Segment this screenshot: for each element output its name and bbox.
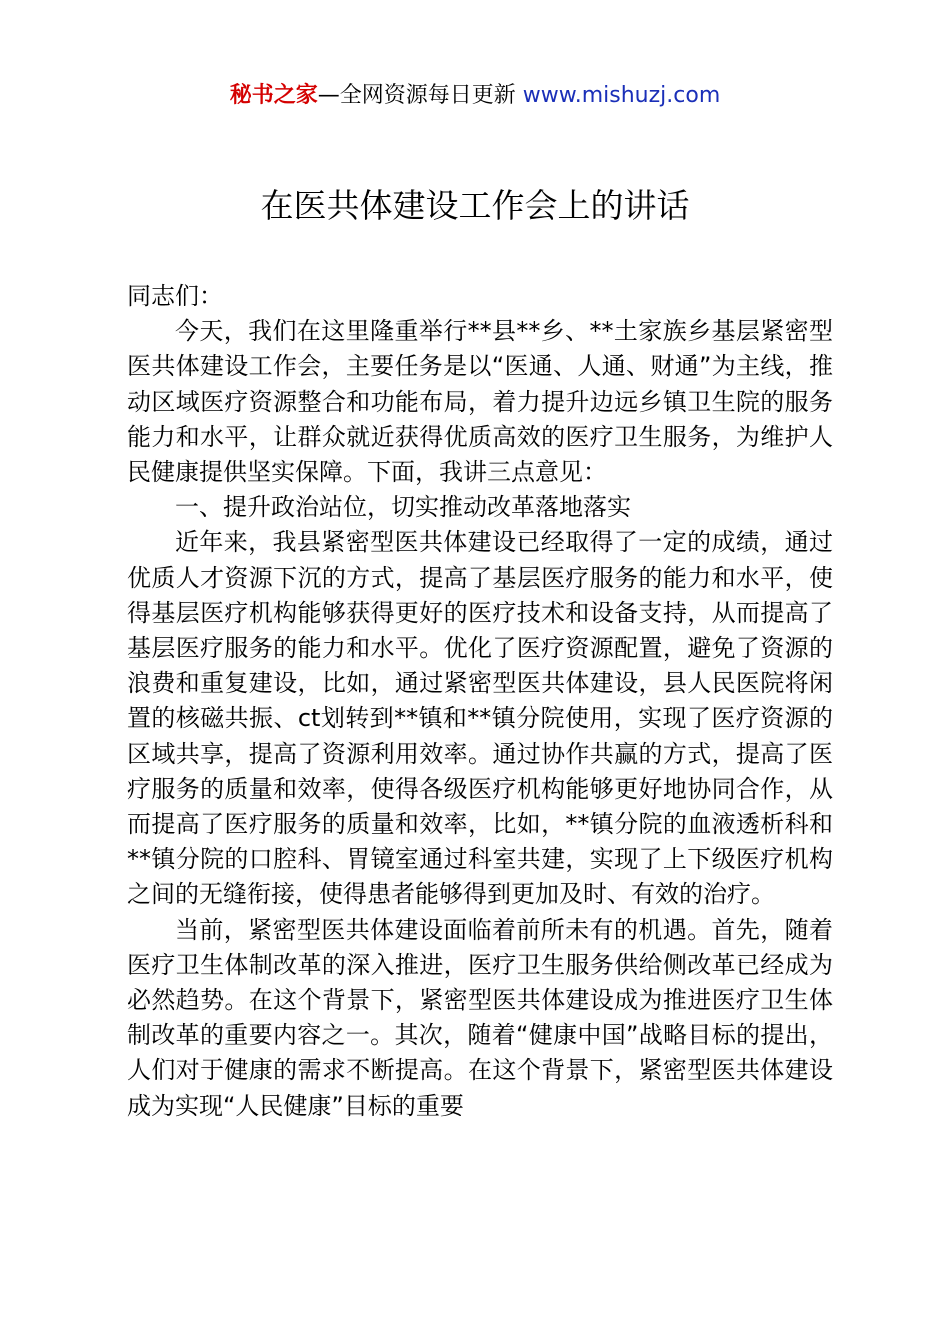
document-body bbox=[127, 279, 833, 1124]
section-heading-1: 一、提升政治站位，切实推动改革落地落实 bbox=[175, 493, 631, 522]
site-url-link[interactable]: www.mishuzj.com bbox=[522, 83, 721, 108]
paragraph-intro: 今天，我们在这里隆重举行**县**乡、**土家族乡基层紧密型医共体建设工作会，主要任务是以“医通、人通、财通”为主线，推动区域医疗资源整合和功能布局，着力提升边远乡镇卫生院的服务能力和水平，让群众就近获得优质高效的医疗卫生服务，为维护人民健康提供坚实保障。下面，我讲三点意见： bbox=[127, 317, 833, 487]
site-brand: 秘书之家 bbox=[229, 83, 318, 108]
paragraph-achievements: 近年来，我县紧密型医共体建设已经取得了一定的成绩，通过优质人才资源下沉的方式，提高了基层医疗服务的能力和水平，使得基层医疗机构能够获得更好的医疗技术和设备支持，从而提高了基层医疗服务的能力和水平。优化了医疗资源配置，避免了资源的浪费和重复建设，比如，通过紧密型医共体建设，县人民医院将闲置的核磁共振、ct划转到**镇和**镇分院使用，实现了医疗资源的区域共享，提高了资源利用效率。通过协作共赢的方式，提高了医疗服务的质量和效率，使得各级医疗机构能够更好地协同合作，从而提高了医疗服务的质量和效率，比如，**镇分院的血液透析科和**镇分院的口腔科、胃镜室通过科室共建，实现了上下级医疗机构之间的无缝衔接，使得患者能够得到更加及时、有效的治疗。 bbox=[127, 528, 833, 909]
salutation: 同志们： bbox=[127, 282, 223, 310]
site-tagline: —全网资源每日更新 bbox=[317, 83, 523, 108]
site-header bbox=[0, 80, 950, 112]
document-title: 在医共体建设工作会上的讲话 bbox=[260, 186, 690, 225]
paragraph-opportunities: 当前，紧密型医共体建设面临着前所未有的机遇。首先，随着医疗卫生体制改革的深入推进，医疗卫生服务供给侧改革已经成为必然趋势。在这个背景下，紧密型医共体建设成为推进医疗卫生体制改革的重要内容之一。其次，随着“健康中国”战略目标的提出，人们对于健康的需求不断提高。在这个背景下，紧密型医共体建设成为实现“人民健康”目标的重要 bbox=[127, 915, 833, 1120]
